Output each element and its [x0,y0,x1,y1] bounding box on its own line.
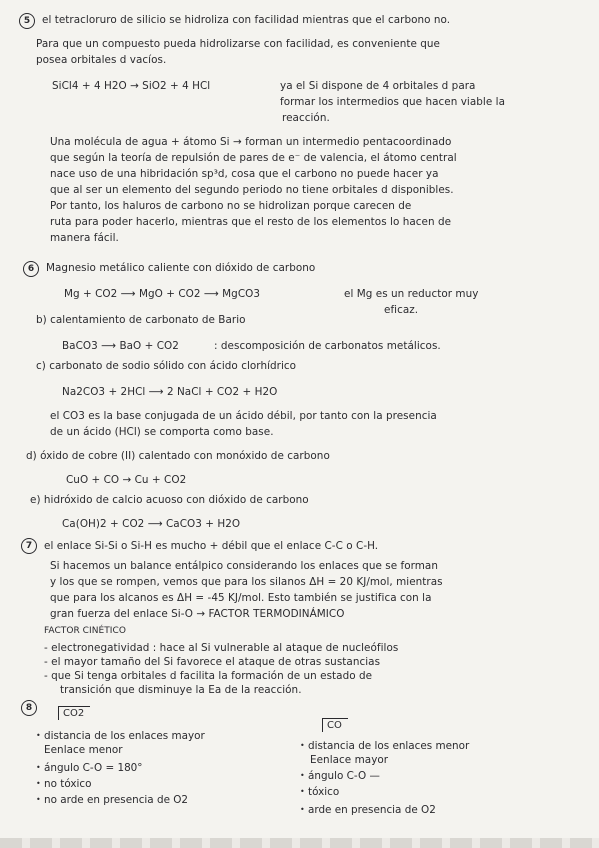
s6-a-equation: Mg + CO2 ⟶ MgO + CO2 ⟶ MgCO3 [64,288,261,300]
s6-a-note-2: eficaz. [384,304,419,316]
s5-line-3: posea orbitales d vacíos. [36,54,167,66]
s5-para-1: Una molécula de agua + átomo Si → forman un intermedio pentacoordinado [50,136,452,148]
co2-header: CO2 [58,706,90,720]
s5-para-5: Por tanto, los haluros de carbono no se hidrolizan porque carecen de [50,200,412,212]
s7-line-6: FACTOR CINÉTICO [44,626,126,636]
co2-item-1: • distancia de los enlaces mayor [44,730,205,742]
s5-eq-note-1: ya el Si dispone de 4 orbitales d para [280,80,476,92]
co-header: CO [322,718,348,732]
s6-e-equation: Ca(OH)2 + CO2 ⟶ CaCO3 + H2O [62,518,241,530]
s5-para-2: que según la teoría de repulsión de pares de e⁻ de valencia, el átomo central [50,152,457,164]
s5-eq-note-3: reacción. [282,112,330,124]
s6-c-title: c) carbonato de sodio sólido con ácido clorhídrico [36,360,297,372]
s6-e-title: e) hidróxido de calcio acuoso con dióxido de carbono [30,494,309,506]
s6-d-title: d) óxido de cobre (II) calentado con monóxido de carbono [26,450,330,462]
s7-line-2: Si hacemos un balance entálpico considerando los enlaces que se forman [50,560,438,572]
s6-b-note: : descomposición de carbonatos metálicos. [214,340,441,352]
co2-item-3: • no tóxico [44,778,91,790]
s7-line-4: que para los alcanos es ΔH = -45 KJ/mol. Esto también se justifica con la [50,592,432,604]
s5-para-6: ruta para poder hacerlo, mientras que el resto de los elementos lo hacen de [50,216,452,228]
co2-sub: Eenlace menor [44,744,123,756]
s7-line-9: - que Si tenga orbitales d facilita la formación de un estado de [44,670,373,682]
s7-line-5: gran fuerza del enlace Si-O → FACTOR TERMODINÁMICO [50,608,345,620]
co2-item-2: • ángulo C-O = 180° [44,762,143,774]
section-number-5: 5 [19,13,35,29]
s7-line-10: transición que disminuye la Ea de la reacción. [60,684,302,696]
s6-a-note-1: el Mg es un reductor muy [344,288,479,300]
s6-b-equation: BaCO3 ⟶ BaO + CO2 [62,340,179,352]
s6-a-title: Magnesio metálico caliente con dióxido de carbono [46,262,316,274]
section-number-7: 7 [21,538,37,554]
s5-para-3: nace uso de una hibridación sp³d, cosa que el carbono no puede hacer ya [50,168,439,180]
s7-line-8: - el mayor tamaño del Si favorece el ataque de otras sustancias [44,656,381,668]
s6-d-equation: CuO + CO → Cu + CO2 [66,474,187,486]
co-item-1: • distancia de los enlaces menor [308,740,469,752]
s6-c-equation: Na2CO3 + 2HCl ⟶ 2 NaCl + CO2 + H2O [62,386,278,398]
s5-line-2: Para que un compuesto pueda hidrolizarse con facilidad, es conveniente que [36,38,440,50]
s5-line-1: el tetracloruro de silicio se hidroliza con facilidad mientras que el carbono no. [42,14,451,26]
section-number-6: 6 [23,261,39,277]
section-number-8: 8 [21,700,37,716]
s6-b-title: b) calentamiento de carbonato de Bario [36,314,246,326]
co-item-2: • ángulo C-O — [308,770,380,782]
co-sub: Eenlace mayor [310,754,389,766]
co-item-4: • arde en presencia de O2 [308,804,436,816]
s6-c-note-1: el CO3 es la base conjugada de un ácido débil, por tanto con la presencia [50,410,437,422]
s7-line-3: y los que se rompen, vemos que para los silanos ΔH = 20 KJ/mol, mientras [50,576,443,588]
s5-para-7: manera fácil. [50,232,119,244]
s5-para-4: que al ser un elemento del segundo periodo no tiene orbitales d disponibles. [50,184,454,196]
s5-equation: SiCl4 + 4 H2O → SiO2 + 4 HCl [52,80,211,92]
co2-item-4: • no arde en presencia de O2 [44,794,188,806]
s7-line-7: - electronegatividad : hace al Si vulnerable al ataque de nucleófilos [44,642,399,654]
s7-line-1: el enlace Si-Si o Si-H es mucho + débil que el enlace C-C o C-H. [44,540,379,552]
co-item-3: • tóxico [308,786,339,798]
page-bottom-edge [0,838,599,848]
s5-eq-note-2: formar los intermedios que hacen viable la [280,96,505,108]
s6-c-note-2: de un ácido (HCl) se comporta como base. [50,426,274,438]
